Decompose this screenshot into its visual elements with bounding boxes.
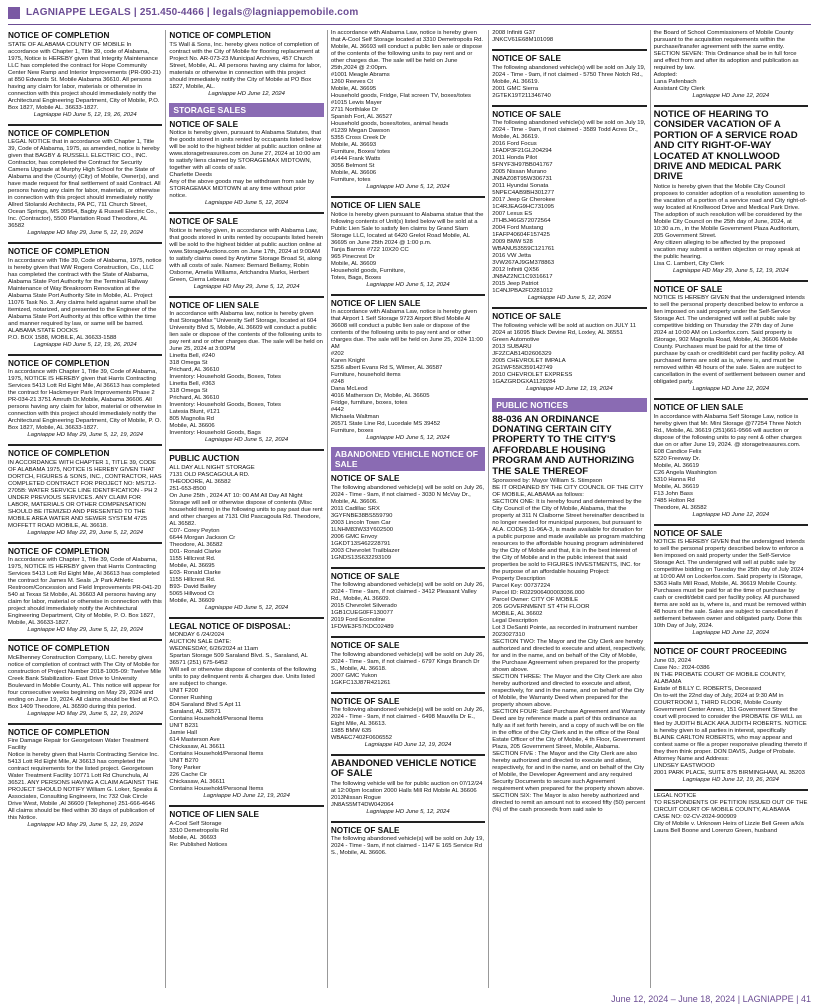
notice-body: The following abandoned vehicle(s) will be sold on July 19, 2024 - Time - 9am, if not claimed - 5750 Three Notch Rd., Mobile, AL 36619. 2001 GMC Sierra 2GTEK19T211346740 (492, 64, 646, 99)
notice-body: The following abandoned vehicle(s) will be sold on July 26, 2024 - Time - 9am, if not claimed - 3030 N McVay Dr., Mobile, AL 36606. 2011 Cadillac SRX 3GYFNBE38BS559790 2003 Lincoln Town Car 1LNHM83W33Y602500 2006 GMC Envoy 1GKDT13S462228791 2003 Chevrolet Trailblazer 1GNDS13S632293109 (330, 484, 485, 561)
notice-title: NOTICE OF SALE (653, 528, 723, 538)
notice-publication-line: Lagniappe HD June 12, 2024 (692, 93, 770, 99)
page-header (0, 0, 819, 26)
notice-body: The following vehicle will be for public auction on 07/12/24 at 12:00pm location 2000 Halls Mill Rd Mobile AL 36606 2013Nissan Rogue JN8AS5MT4DW042064 (330, 780, 483, 808)
notice-publication-line: Lagniappe HD June 5, 12, 2024 (366, 184, 450, 190)
notice-body: The following abandoned vehicle(s) will be sold on July 19, 2024 - Time - 9am, if not claimed - 3589 Todd Acres Dr., Mobile, AL 36619. 2016 Ford Focus 1FADP3F21GL204294 2011 Honda Pilot 5FNYF3H97BB041767 2005 Nissan Murano JN8AZ08T95W306731 2011 Hyundai Sonata 5NPEC4AB9BH301277 2017 Jeep Gr Cherokee 1C4RJEAG9HC731095 2007 Lexus ES JTHBJ46G572072564 2004 Ford Mustang 1FAFP40604F157425 2009 BMW 528 WBANU53559C121761 2016 VW Jetta 3VW267AJ9GM378863 2012 Infiniti QX56 JN8AZ2NC1C9316617 2015 Jeep Patriot 1C4NJPBA2FD281012 (492, 120, 646, 294)
section-band: STORAGE SALES (169, 103, 323, 117)
notice-publication-line: Lagniappe HD May 29, June 5, 12, 2024 (193, 283, 300, 290)
legal-notice (492, 415, 646, 814)
notice-publication-line: Lagniappe HD June 12, 2024 (692, 630, 770, 637)
notice-publication-line: Lagniappe HD May 29, June 5, 12, 19, 2024 (27, 710, 143, 717)
notice-title: NOTICE OF SALE (169, 119, 239, 129)
section-band: PUBLIC NOTICES (492, 398, 646, 412)
notice-body: the Board of School Commissioners of Mobile County pursuant to the acquisition requirements within the purchase/transfer agreement with the same entity. SECTION SEVEN: This Ordinance shall be in full force and effect from and after its adoption and publication as required by law. Adopted: Lana Pafenbach Assistant City Clerk (653, 30, 799, 92)
notice-body: NOTICE IS HEREBY GIVEN that the undersigned intends to sell the personal property described below to enforce a lien imposed on said property under the Self-Service Storage Act. The undersigned will sell at public sale by competitive bidding on Thursday the 27th day of June 2024 at 10:00 AM on Lockerfox.com. Said property is iStorage, 902 Magnolia Road, Mobile, AL 36606 Mobile County. Purchases must be paid for at the time of purchase by cash or credit/debit card per facility policy. All purchased items are sold as is, where is, and must be removed within 48 hours of the sale. Sales are subject to cancellation in the event of settlement between owner and obligated party. (653, 295, 807, 386)
legal-notice (169, 120, 323, 208)
notice-title: NOTICE OF SALE (330, 641, 400, 650)
notice-publication-line: Lagniappe HD June 12, 2024 (692, 386, 770, 393)
notice-title: NOTICE OF SALE (492, 312, 561, 321)
legal-notice (654, 105, 808, 275)
notice-body: Notice is hereby given pursuant to Alabama statue that the following contents of Unit(s) listed below will be sold at a Public Lien Sale to satisfy lien claims by Grand Slam Storage LLC, located at 6420 Grelot Road Mobile, AL 36695 on June 25th 2024 @ 1:00 p.m. Tanja Barrois #722 10X20 CC 965 Pinecrest Dr Mobile, AL 36609 Household goods, Furniture, Totes, Bags, Boxes (330, 211, 484, 281)
notice-body: STATE OF ALABAMA COUNTY OF MOBILE In accordance with Chapter 1, Title 39, code of Alabama, 1975, Notice is HEREBY given that Integrity Maintenance LLC has completed the contract for Hope Community Center New Ramp and Interior Improvements (PR-090-21) at 850 Edwards St. Mobile Alabama 36610. All persons having any claim for labor, materials or otherwise in connection with this project should immediately notify the Architectural Engineering Department, City of Mobile, P.O. Box 1827, Mobile AL. 36633-1827. (8, 41, 163, 111)
notice-title: NOTICE OF COURT PROCEEDING (653, 647, 787, 657)
notice-publication-line: Lagniappe HD June 5, 12, 2024 (205, 437, 289, 443)
notice-title: NOTICE OF LIEN SALE (653, 403, 744, 413)
notice-publication-line: Lagniappe HD May 29, June 5, 12, 19, 2024 (27, 230, 143, 236)
notice-body: In accordance with Alabama Law, notice is hereby given that A-Cool Self Storage located at 3310 Demetropolis Rd. Mobile, AL 36693 will conduct a public lien sale or dispose of the contents of the following units to pay rent and or other charges due. The sale will be held on June 25th,2024 @ 2:00pm. #1001 Meagle Abrams 1260 Reeves Ct Mobile, AL 36695 Household goods, Fridge, Flat screen TV, boxes/totes #1015 Lewis Mayer 2711 Northlake Dr Spanish Fort, AL 36527 Household goods, boxes/totes, animal heads #1239 Megan Dawson 5355 Cross Creek Dr Mobile, AL 36693 Furniture, Boxes/ totes #1444 Frank Watts 3056 Belmont St Mobile, AL 36606 Furniture, totes (330, 30, 484, 183)
legal-notice (331, 821, 485, 858)
header-rule (8, 24, 811, 25)
column-2 (165, 30, 326, 988)
legal-columns (8, 30, 811, 988)
legal-notice (654, 280, 808, 394)
notice-body: In accordance with Alabama Law, notice is hereby given that Airport 1 Self Storage 9723 Airport Blvd Mobile Al 36608 will conduct a public lien sale or dispose of the contents of the following units to pay rent and or other charges due. The sale will be held on June 25, 2024 11:00 AM #202 Karen Knight 5256 albert Evans Rd S, Wilmer, AL 36587 Furniture, household items #248 Dana McLeod 4016 Matherson Dr, Mobile, AL 36605 Fridge, furniture, boxes, totes #442 Michaela Waltman 26571 State Line Rd, Lucedale MS 39452 Furniture, boxes (330, 309, 483, 434)
notice-body: IN ACCORDANCE WITH CHAPTER 1, TITLE 39, CODE OF ALABAMA 1975, NOTICE IS HEREBY GIVEN THAT DORTCH, FIGURES & SONS, INC., CONTRACTOR, HAS COMPLETED CONTRACT FOR PROJECT NO: MS712-2705B: WATER SERVICE LINE IDENTIFICATION - PH 2 UNDER PREVIOUS SERVICES. ANY CLAIM FOR LABOR, MATERIALS OR OTHER COMPENSATION SHOULD BE ITEMIZED AND PRESENTED TO THE MOBILE AREA WATER AND SEWER SYSTEM 4725 MOFFETT ROAD MOBILE, AL 36618. (8, 459, 164, 529)
legal-notice (331, 294, 485, 443)
header-square-icon (8, 7, 20, 19)
notice-publication-line: Lagniappe HD June 12, 19, 2024 (203, 793, 290, 799)
legal-notice (492, 105, 646, 303)
notice-title: NOTICE OF COMPLETION (8, 644, 110, 653)
notice-body: McElhenney Construction Company, LLC. hereby gives notice of completion of contract with The City of Mobile for construction of Project Number 2018-1005-09: Twelve Mile Creek Bank Stabilization- East Drive to University Boulevard in Mobile County, AL. This notice will appear for four consecutive weeks beginning on May 29, 2024 and ending on June 19, 2024. All claims should be filed at P.O. Box 1409 Theodore, AL 36590 during this period. (8, 654, 163, 710)
notice-body: ALL DAY ALL NIGHT STORAGE 7131 OLD PASCAGOULA RD. THEODORE, AL 36582 251-653-8500 On June 25th , 2024 AT 10: 00 AM All Day All Night Storage will sell or otherwise dispose of contents (Misc household items) in the following units to pay past due rent and other charges at 7131 Old Pascagoula Rd. Theodore, AL 36582. C07- Corey Peyton 6644 Morgan Jackson Cr Theodore, AL 36582 D01- Ronald Clarke 1155 Hillcrest Rd. Mobile, AL 36695 E03- Ronald Clarke 1155 Hillcrest Rd. B93- David Bailey 5065 Hillwood Ct Mobile, AL 36609 (169, 464, 323, 604)
notice-title: NOTICE OF LIEN SALE (330, 298, 421, 308)
legal-notice (654, 524, 808, 638)
notice-body: TS Wall & Sons, Inc. hereby gives notice of completion of contract with the City of Mobile for flooring replacement at Project No. AR-073-23 Municipal Archives, 457 Church Street, Mobile, AL. All persons having any claims for labor, materials or otherwise in connection with this project should immediately notify the City of Mobile at PO Box 1827, Mobile, AL. (169, 41, 323, 90)
notice-title: NOTICE OF SALE (653, 284, 723, 294)
legal-notice (331, 567, 485, 632)
notice-title: NOTICE OF SALE (169, 217, 239, 226)
legal-notice (8, 124, 162, 238)
column-1 (8, 30, 165, 988)
legal-notice (169, 617, 323, 801)
notice-title: ABANDONED VEHICLE NOTICE OF SALE (330, 758, 477, 780)
legal-notice (8, 444, 162, 537)
notice-title: NOTICE OF COMPLETION (8, 31, 110, 40)
notice-body: MONDAY 6 /24/2024 AUCTION SALE DATE: WEDNESDAY, 6/26/2024 at 11am Spartan Storage 509 Saraland Blvd. S., Saraland, AL 36571 (251) 675-6452 Will sell or otherwise dispose of contents of the following units to pay delinquent rents & charges due. Units listed are subject to change. UNIT F200 Conner Rushing 804 Saraland Blvd S Apt 11 Saraland, AL 36571 Contains Household/Personal Items UNIT B231 Jamie Hall 614 Masterson Ave Chickasaw, AL 36611 Contains Household/Personal Items UNIT B270 Tony Parker 226 Cache Cir Chickasaw, AL 36611 Contains Household/Personal Items (169, 632, 317, 792)
notice-body: The following vehicle will be sold at auction on JULY 11 2024 at 16095 Black Devine Rd, Loxley, AL 36551 Green Automotive 2013 SUBARU JF2ZCAB14D2606329 2005 CHEVROLET IMPALA 2G1WF55K359142749 2010 CHEVROLET EXPRESS 1GAZGRDGXA1129284 (492, 322, 636, 385)
notice-publication-line: Lagniappe HD May 29, June 5, 12, 19, 2024 (27, 822, 143, 828)
notice-body: The following abandoned vehicle(s) will be sold on July 26, 2024 - Time - 9am, if not claimed - 6498 Mauvilla Dr E., Eight Mile, AL 36613. 1985 BMW 635 WBAEC7402F0606552 (330, 707, 485, 741)
notice-body: The following abandoned vehicle(s) will be sold on July 26, 2024 - Time - 9am, if not claimed - 3412 Pleasant Valley Rd., Mobile, AL 36609. 2015 Chevrolet Silverado 1GB1CUEG0FF130077 2019 Ford Econoline 1FDWE3F57KDC02489 (330, 582, 485, 630)
notice-title: NOTICE OF HEARING TO CONSIDER VACATION OF A PORTION OF A SERVICE ROAD AND CITY RIGHT-OF-WAY LOCATED AT KNOLLWOOD DRIVE AND MEDICAL PARK DRIVE (653, 109, 798, 183)
notice-title: NOTICE OF COMPLETION (8, 358, 110, 368)
notice-title: NOTICE OF COMPLETION (8, 247, 110, 256)
notice-body: In accordance with Chapter 1, Title 39, Code of Alabama, 1975, NOTICE IS HEREBY given that Harris Contracting Services 5413 Lott Rd Eight Mile, Al 36613 has completed the contract for James M. Seals ,Jr Park Athletic Restroom/Concession and Field Improvements PR-041-20 540 at Texas St Mobile, AL 36603 All persons having any claim for labor, material or otherwise in connection with this project should immediately notify the Architectural Engineering Department, City of Mobile, P. O. Box 1827, Mobile, AL 36633-1827. (8, 557, 164, 626)
notice-body: NOTICE IS HEREBY GIVEN that the undersigned intends to sell the personal property described below to enforce a lien imposed on said property under the Self-Service Storage Act. The undersigned will sell at public sale by competitive bidding on Tuesday the 25th day of July 2024 at 10:00 AM on Lockerfox.com. Said property is iStorage, 5363 Halls Mill Road, Mobile, AL 36619 Mobile County. Purchases must be paid for at the time of purchase by cash or credit/debit card per facility policy. All purchased items are sold as is, where is, and must be removed within 48 hours of the sale. Sales are subject to cancellation if settlement between owner and obligated party. Done this 10th Day of July, 2024. (653, 539, 808, 630)
legal-notice (169, 212, 323, 291)
notice-body: The following abandoned vehicle(s) will be sold on July 19, 2024 - Time - 9am, if not claimed - 1147 E 165 Service Rd S., Mobile, AL 36606. (330, 836, 486, 857)
notice-publication-line: Lagniappe HD June 5, 12, 19, 26, 2024 (33, 341, 137, 348)
legal-notice (492, 307, 646, 393)
notice-title: NOTICE OF COMPLETION (8, 727, 110, 737)
section-band: ABANDONED VEHICLE NOTICE OF SALE (331, 447, 485, 471)
notice-publication-line: Lagniappe HD May 29, June 5, 12, 19, 2024 (673, 267, 789, 274)
notice-body: In accordance with Chapter 1, Title 39, Code of Alabama, 1975, NOTICE IS HEREBY given that Harris Contracting Services 5413 Lott Rd Eight Mile, Al 36613 has completed the contract for Hackmeyer Park Improvements Phase 2 PR-034-21 3751 Amruth Dr.Mobile, Alabama 36606. All persons having any claim for labor, material or otherwise in connection with this project should immediately notify the Architectural Engineering Department, City of Mobile, P. O. Box 1827, Mobile, AL 36633-1827. (8, 369, 164, 431)
legal-notice (8, 723, 162, 830)
legal-notice (654, 30, 808, 100)
legal-notice (169, 296, 323, 445)
notice-title: NOTICE OF SALE (330, 571, 400, 581)
legal-notice (331, 636, 485, 687)
legal-notice (331, 196, 485, 289)
notice-body: Sponsored by: Mayor William S. Stimpson BE IT ORDAINED BY THE CITY COUNCIL OF THE CITY OF MOBILE, ALABAMA as follows: SECTION ONE: It is hereby found and determined by the City Council of the City of Mobile, Alabama, that the property at 311 N Claiborne Street hereinafter described is no longer needed for municipal purposes, but pursuant to ALA. CODE§ 11-96A-3, is made available for donation for a public purpose and made available as program matching resources to the affordable housing program administered by the City of Mobile and that, it is in the best interest of the City of Mobile and in the public interest that said properties be sold to FIGURES INVESTMENTS, INC. for the purpose of an affordable housing Project: Property Description Parcel Key: 00737224 Parcel ID: R022906400003036.000 Parcel Owner: CITY OF MOBILE 205 GOVERNMENT ST 4TH FLOOR MOBILE, AL 36602 Legal Description Lot 3 DeSanti Pointe, as recorded in instrument number 2023027310 SECTION TWO: The Mayor and the City Clerk are hereby authorized and directed to execute and attest, respectively, for and in the name, and on behalf of the City of Mobile, the Purchase Agreement when prepared for the property shown above. SECTION THREE: The Mayor and the City Clerk are also hereby authorized and directed to execute and attest, respectively, for and in the name, and on behalf of the City of Mobile, the Warranty Deed when prepared for the property shown above. SECTION FOUR: Said Purchase Agreement and Warranty Deed are by reference made a part of this ordinance as fully as if set forth herein, and a copy of such will be on file in the office of the City Clerk and in the office of the Real Estate Officer of the City of Mobile, 4 th Floor, Government Plaza, 205 Government Street, Mobile, Alabama. SECTION FIVE : The Mayor and the City Clerk are also hereby authorized and directed to execute and attest, respectively, for and in the name, and on behalf of the City of Mobile, the Developer Agreement and any required Security Documents to secure such Agreement requirement when prepared for the property shown above. SECTION SIX: The Mayor is also hereby authorized and directed to remit an amount not to exceed fifty (50) percent (%) of the cash proceeds from said sale to (492, 477, 646, 813)
legal-notice (8, 542, 162, 635)
legal-notice (654, 642, 808, 784)
notice-title: NOTICE OF LIEN SALE (169, 810, 260, 819)
legal-notice (654, 398, 808, 519)
notice-publication-line: Lagniappe HD May 29, June 5, 12, 19, 2024 (27, 432, 143, 438)
notice-title: NOTICE OF SALE (330, 696, 400, 706)
notice-title: NOTICE OF COMPLETION (8, 449, 110, 458)
notice-title: NOTICE OF SALE (492, 109, 561, 119)
notice-body: A-Cool Self Storage 3310 Demetropolis Rd Mobile, AL 36693 Re: Published Notices (169, 820, 229, 848)
notice-body: In accordance with Title 39, Code of Alabama, 1975, notice is hereby given that WW Rogers Construction, Co., LLC has completed the contract with the State of Alabama, Alabama State Port Authority for the Terminal Railway Maintenance of Way Breakroom Renovation at the Alabama State Port Authority Site in Mobile, AL. Project 11076 Task No. 3. Any claims held against same shall be itemized, notarized, and presented to the Engineer of the Alabama State Port Authority at this office within the time and manner required by law, or same will be barred. ALABAMA STATE DOCKS P.O. BOX 1588, MOBILE, AL 36633-1588 (8, 257, 162, 341)
legal-notice (8, 354, 162, 440)
notice-title: NOTICE OF SALE (330, 825, 400, 835)
notice-publication-line: Lagniappe HD June 5, 12, 2024 (366, 808, 450, 815)
notice-body: Fire Damage Repair for Georgetown Water Treatment Facility Notice is hereby given that Harris Contracting Service Inc. 5413 Lott Rd Eight Mile, Al 36613 has completed the contract requirements for the listed project. Georgetown Water Treatment Facility 10771 Lott Rd Chunchula, Al 36521. ANY PERSONS HAVING A CLAIM AGAINST THE PROJECT SHOULD NOTIFY William G. Loker, Speaks & Associates, Consulting Engineers, Inc 732 Oak Circle Drive West, Mobile ,Al 36609 (Telephone) 251-666-4646 All claims should be filed within 30 days of publication of this Notice. (8, 738, 159, 821)
column-3 (327, 30, 488, 988)
notice-publication-line: Lagniappe HD June 5, 12, 2024 (366, 281, 450, 288)
legal-notice (169, 31, 323, 98)
notice-publication-line: Lagniappe HD June 12, 2024 (208, 90, 285, 97)
notice-title: NOTICE OF SALE (492, 54, 561, 63)
notice-publication-line: Lagniappe HD June 5, 12, 2024 (366, 435, 450, 441)
notice-body: Notice is hereby given that the Mobile City Council proposes to consider adoption of a resolution assenting to the vacation of a portion of a service road and City right-of-way located at Knollwood Drive and Medical Park Drive. The adoption of such resolution will be considered by the Mobile City Council on the 25th day of June, 2024, at 10:30 a.m., in the Mobile Government Plaza Auditorium, 205 Government Street. Any citizen alleging to be affected by the proposed vacation may submit a written objection or may speak at the public hearing. Lisa C. Lambert, City Clerk (653, 183, 807, 267)
notice-title: NOTICE OF COMPLETION (8, 128, 110, 138)
notice-body: LEGAL NOTICE TO RESPONDENTS OF PETITION ISSUED OUT OF THE CIRCUIT COURT OF MOBILE COUNTY, ALABAMA CASE NO: 02-CV-2024-900909 City of Mobile v. Unknown Heirs of Lizzie Bell Green a/k/a Laura Bell Boone and Lorenzo Green, husband (653, 792, 808, 834)
legal-notice (331, 754, 485, 816)
notice-publication-line: Lagniappe HD June 12, 19, 26, 2024 (682, 776, 779, 783)
notice-publication-line: Lagniappe HD June 5, 12, 2024 (527, 295, 612, 301)
notice-body: 2008 Infiniti G37 JNKCV61E68M101098 (492, 30, 554, 43)
notice-title: NOTICE OF LIEN SALE (330, 201, 421, 210)
notice-body: June 03, 2024 Case No.: 2024-0386 IN THE PROBATE COURT OF MOBILE COUNTY, ALABAMA Estate of BILLY C. ROBERTS, Deceased On to-wit the 22nd day of July, 2024 at 9:30 AM in COURTROOM 1, THIRD FLOOR, Mobile County Government Center Annex, 151 Government Street the court will proceed to consider the PROBATE OF WILL as filed by JUDITH BLACK AKA JUDITH ROBERTS. NOTICE is hereby given to all parties in interest, specifically BLAINE CARLTON ROBERTS, who may appear and contest same or file a proper responsive pleading thereto if they then think proper. DON DAVIS, Judge of Probate. Attorney Name and Address: LINDSEY EASTWOOD 2001 PARK PLACE, SUITE 875 BIRMINGHAM, AL 35203 (653, 657, 807, 776)
notice-body: LEGAL NOTICE that in accordance with Chapter 1, Title 39, Code of Alabama, 1975, as amended, notice is hereby given that BAGBY & RUSSELL ELECTRIC CO., INC. Contractor, has completed the Contract for Security Camera Upgrade at Murphy High School for the State of Alabama and the (County) (City) of Mobile, Owner(s), and have made request for final settlement of said Contract. All persons having any claim for labor, materials, or otherwise in connection with this project should immediately notify Allred Stolarski Architects, PA PC, 711 Church Street, Ocean Springs, MS 39564, Bagby & Russell Electric Co., Inc. (Contractor), 5500 Plantation Road Theodore, AL 36582 (8, 139, 163, 229)
notice-publication-line: Lagniappe HD June 5, 12, 2024 (205, 200, 289, 206)
notice-publication-line: Lagniappe HD June 12, 19, 2024 (364, 742, 452, 748)
legal-notice (169, 449, 323, 612)
legal-notice (331, 30, 485, 191)
notice-title: NOTICE OF LIEN SALE (169, 300, 260, 310)
notice-publication-line: Lagniappe HD May 29, June 5, 12, 19, 2024 (27, 627, 143, 633)
notice-body: Notice is hereby given, pursuant to Alabama Statutes, that the goods stored in units rented by occupants listed below will be sold to the highest bidder at public auction online at www.storagetreasures.com on June 27, 2024 at 10:00 am to satisfy liens claimed by STORAGEMAX MIDTOWN, together with all costs of sale. Charlette Deeds Any of the above goods may be withdrawn from sale by STORAGEMAX MIDTOWN at any time without prior notice. (169, 130, 322, 199)
notice-body: The following abandoned vehicle(s) will be sold on July 26, 2024 - Time - 9am, if not claimed - 6797 Kings Branch Dr S., Mobile, AL 36618. 2007 GMC Yukon 1GKFC13J87R421261 (330, 651, 485, 686)
page-footer: June 12, 2024 – June 18, 2024 | LAGNIAPPE | 41 (611, 994, 811, 1004)
notice-publication-line: Lagniappe HD June 5, 12, 19, 26, 2024 (33, 111, 137, 118)
notice-title: NOTICE OF COMPLETION (169, 31, 271, 40)
notice-publication-line: Lagniappe HD June 5, 12, 2024 (205, 604, 289, 611)
legal-notice (331, 692, 485, 750)
legal-notice (654, 789, 808, 835)
legal-notice (331, 474, 485, 562)
legal-notice (8, 242, 162, 349)
notice-title: PUBLIC AUCTION (169, 454, 240, 463)
notice-body: In accordance with Alabama law, notice is hereby given that StorageMax "University Self Storage, located at 604 University Blvd S, Mobile, AL 36609 will conduct a public lien sale or dispose of the contents of the following units to pay rent and or other charges due. The sale will be held on June 25, 2024 at 3:00PM Linetta Bell, #240 318 Omega St Prichard, AL 36610 Inventory: Household Goods, Boxes, Totes Linetta Bell, #363 318 Omega St Prichard, AL 36610 Inventory: Household Goods, Boxes, Totes Latesia Blunt, #121 805 Magnolia Rd Mobile, AL 36606 Inventory: Household Goods, Bags (169, 311, 323, 436)
column-4 (488, 30, 649, 988)
legal-notice (8, 31, 162, 119)
notice-title: NOTICE OF SALE (330, 474, 400, 483)
legal-notice (492, 30, 646, 44)
notice-publication-line: Lagniappe HD May 22, 29, June 5, 12, 2024 (27, 529, 143, 536)
notice-publication-line: Lagniappe HD June 12, 2024 (692, 511, 770, 518)
legal-notice (8, 639, 162, 718)
notice-body: Notice is hereby given, in accordance with Alabama Law, that goods stored in units rented by occupants listed herein will be sold to the highest bidder at public auction online at www.StorageAuctions.com on June 17th, 2024 at 9:00AM to satisfy claims owed by Anytime Storage Broad St, along with all costs of sale. Names: Bernard Bellamy, Robin Osborne, Amelia Williams, Artchandra Marks, Herbert Green, Cierra Lebeaux (169, 227, 325, 283)
header-title: LAGNIAPPE LEGALS | 251.450-4466 | legals@lagniappemobile.com (26, 7, 359, 18)
legal-notice (492, 49, 646, 100)
notice-title: NOTICE OF COMPLETION (8, 546, 110, 556)
notice-title: LEGAL NOTICE OF DISPOSAL: (169, 621, 291, 631)
notice-body: In accordance with Alabama Self Storage Law, notice is hereby given that Mr. Mini Storage @77254 Three Notch Rd., Mobile, AL 36619 (251)661-9566 will auction or dispose of the following units to pay rent & other charges due on or after June 19, 2024. @ storagetreasures.com. E08 Candice Felix 5220 Freeway Dr. Mobile, AL 36619 C26 Angela Washington 5310 Hanna Rd Mobile, AL 36619 F13 John Bass 7485 Holton Rd Theodore, AL 36582 (653, 413, 802, 511)
legal-notice (169, 805, 323, 849)
notice-publication-line: Lagniappe HD June 12, 19, 2024 (526, 385, 613, 392)
column-5 (650, 30, 811, 988)
notice-title: 88-036 AN ORDINANCE DONATING CERTAIN CITY PROPERTY TO THE CITY'S AFFORDABLE HOUSING PROGRAM AND AUTHORIZING THE SALE THEREOF (492, 413, 635, 477)
